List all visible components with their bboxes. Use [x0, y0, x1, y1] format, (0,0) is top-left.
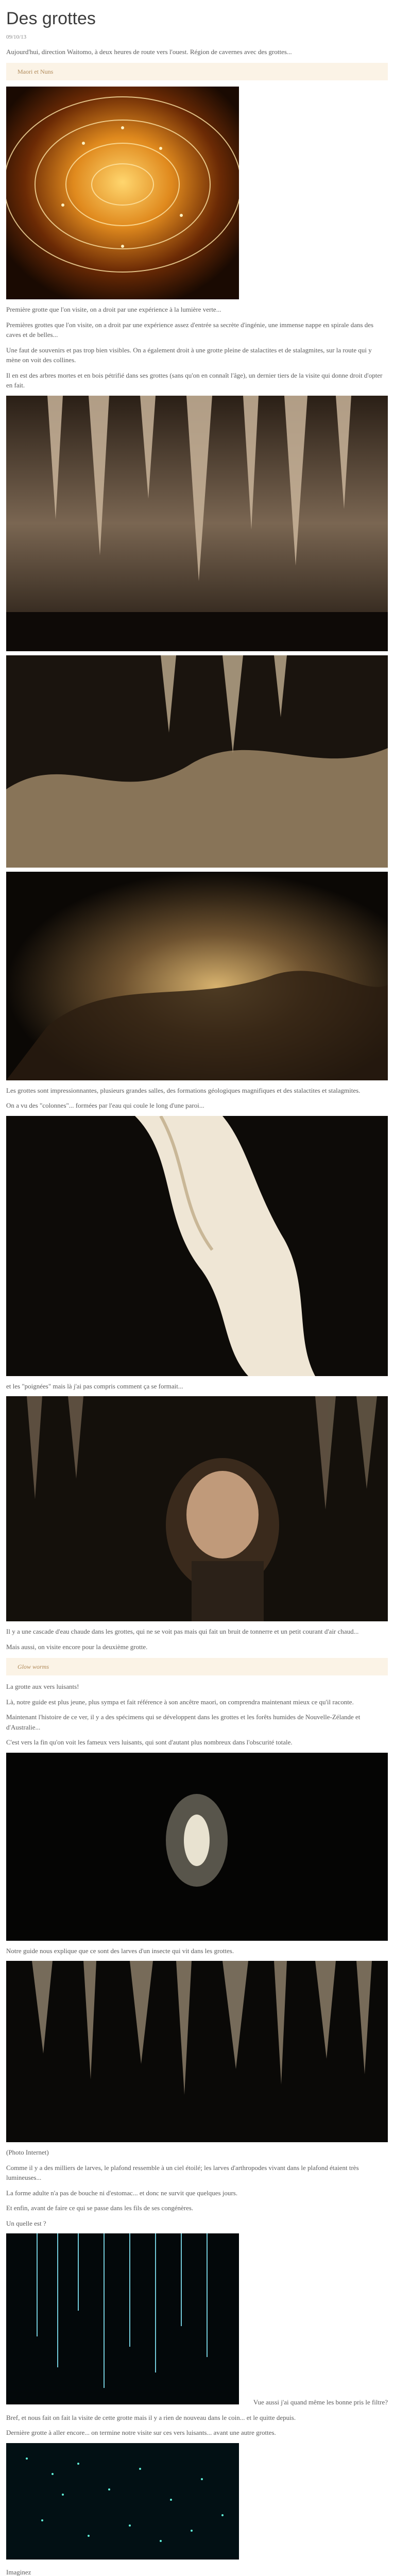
- cave-photo-8[interactable]: [6, 1961, 388, 2142]
- paragraph: La grotte aux vers luisants!: [6, 1683, 79, 1690]
- section-heading: Maori et Nuns: [6, 63, 388, 80]
- glowworm-ceiling-photo[interactable]: [6, 2443, 239, 2563]
- photo-figure: [6, 396, 388, 651]
- paragraph: On a vu des "colonnes"... formées par l'eau qui coule le long d'une paroi...: [6, 1101, 204, 1109]
- paragraph: Il y a une cascade d'eau chaude dans les grottes, qui ne se voit pas mais qui fait un bruit de tonnerre et un petit courant d'air chaud...: [6, 1628, 359, 1635]
- photo-caption: Un quelle est ?: [6, 2219, 46, 2227]
- cave-photo-4[interactable]: [6, 872, 388, 1080]
- cave-photo-6[interactable]: [6, 1396, 388, 1621]
- paragraph: Il en est des arbres mortes et en bois pétrifié dans ses grottes (sans qu'on en connaît l'âge), un dernier tiers de la visite qui donne droit d'opter en fait.: [6, 371, 383, 389]
- section-heading: Glow worms: [6, 1658, 388, 1675]
- photo-figure: [6, 872, 388, 1080]
- post-title: Des grottes: [6, 9, 96, 28]
- paragraph: Une faut de souvenirs et pas trop bien visibles. On a également droit à une grotte pleine de stalactites et de stalagmites, sur la route qui y mène on voit des collines.: [6, 346, 372, 364]
- paragraph: C'est vers la fin qu'on voit les fameux vers luisants, qui sont d'autant plus nombreux dans l'obscurité totale.: [6, 1738, 293, 1746]
- post-date: 09/10/13: [6, 34, 27, 40]
- paragraph: Mais aussi, on visite encore pour la deuxième grotte.: [6, 1642, 148, 1651]
- cave-photo-7[interactable]: [6, 1753, 388, 1941]
- photo-figure: [6, 2443, 388, 2563]
- paragraph: Bref, et nous fait on fait la visite de cette grotte mais il y a rien de nouveau dans le coin... et le quitte depuis.: [6, 2413, 296, 2421]
- photo-caption: (Photo Internet): [6, 2148, 49, 2156]
- paragraph: Comme il y a des milliers de larves, le plafond ressemble à un ciel étoilé; les larves d'arthropodes vivant dans le plafond étaient très lumineuses...: [6, 2163, 359, 2181]
- photo-figure: [6, 87, 388, 299]
- photo-figure: [6, 1116, 388, 1376]
- paragraph: Notre guide nous explique que ce sont des larves d'un insecte qui vit dans les grottes.: [6, 1946, 234, 1955]
- paragraph: La forme adulte n'a pas de bouche ni d'estomac... et donc ne survit que quelques jours.: [6, 2189, 238, 2197]
- photo-figure: [6, 1396, 388, 1621]
- photo-figure: [6, 655, 388, 868]
- glowworm-photo[interactable]: [6, 2233, 239, 2408]
- cave-photo-3[interactable]: [6, 655, 388, 868]
- paragraph: Là, notre guide est plus jeune, plus sympa et fait référence à son ancêtre maori, on comprendra maintenant mieux ce qu'il raconte.: [6, 1698, 354, 1706]
- photo-figure: [6, 1961, 388, 2142]
- paragraph: Premières grottes que l'on visite, on a droit par une expérience assez d'entrée sa secrète d'ingénie, une immense nappe en spirale dans des caves et de belles...: [6, 320, 374, 338]
- cave-photo-5[interactable]: [6, 1116, 388, 1376]
- paragraph: et les "poignées" mais là j'ai pas compris comment ça se formait...: [6, 1382, 183, 1390]
- paragraph: Première grotte que l'on visite, on a droit par une expérience à la lumière verte...: [6, 306, 221, 313]
- paragraph: Maintenant l'histoire de ce ver, il y a des spécimens qui se développent dans les grottes et les forêts humides de Nouvelle-Zélande et d'Australie...: [6, 1713, 361, 1731]
- photo-figure: [6, 1753, 388, 1941]
- photo-caption: Vue aussi j'ai quand même les bonne pris le filtre?: [253, 2398, 388, 2406]
- photo-caption: Imaginez: [6, 2568, 31, 2576]
- paragraph: Dernière grotte à aller encore... on termine notre visite sur ces vers luisants... avant une autre grottes.: [6, 2429, 276, 2436]
- cave-photo-2[interactable]: [6, 396, 388, 651]
- paragraph: Et enfin, avant de faire ce qui se passe dans les fils de ses congénères.: [6, 2204, 194, 2212]
- cave-photo-1[interactable]: [6, 87, 388, 299]
- photo-row: [6, 2233, 388, 2408]
- paragraph: Les grottes sont impressionnantes, plusieurs grandes salles, des formations géologiques magnifiques et des stalactites et stalagmites.: [6, 1086, 361, 1094]
- paragraph: Aujourd'hui, direction Waitomo, à deux heures de route vers l'ouest. Région de cavernes avec des grottes...: [6, 47, 292, 56]
